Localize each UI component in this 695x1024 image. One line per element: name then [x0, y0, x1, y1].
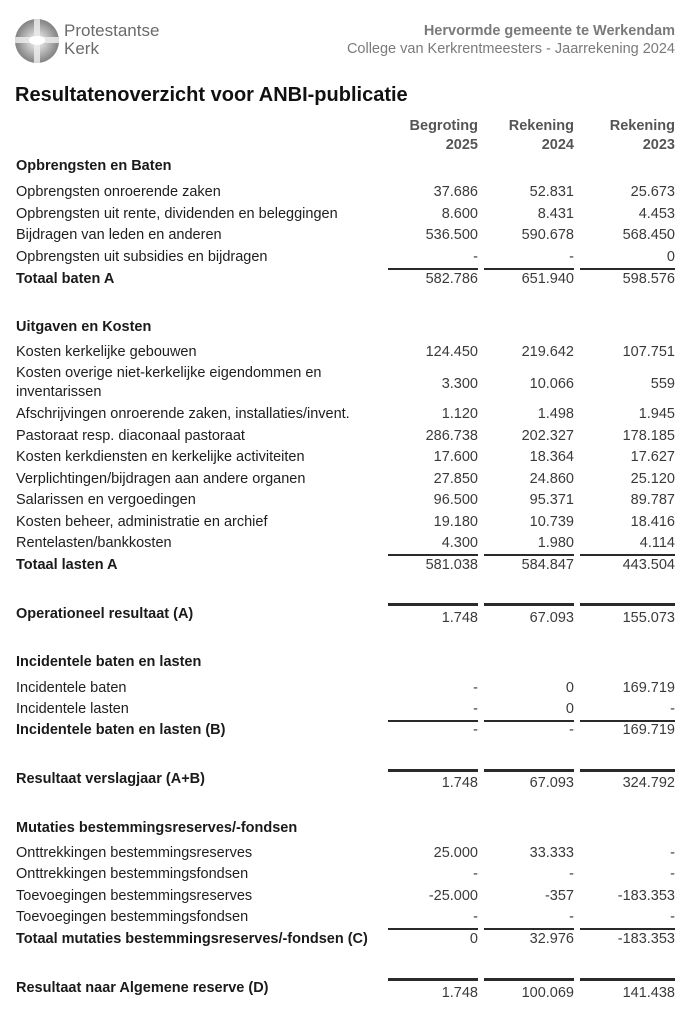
total-row-mutaties [0, 930, 695, 951]
value-rekening-2023: - [670, 909, 675, 925]
table-row [0, 226, 695, 247]
row-label: Totaal lasten A [16, 557, 118, 573]
value-begroting-2025: 286.738 [425, 428, 478, 444]
value-rekening-2024: 219.642 [521, 344, 574, 360]
row-label: Rentelasten/bankkosten [16, 535, 172, 551]
section-title: Incidentele baten en lasten [16, 654, 202, 670]
column-header-line2: 2025 [445, 137, 478, 153]
value-begroting-2025: 27.850 [433, 471, 478, 487]
value-begroting-2025: - [473, 909, 478, 925]
value-rekening-2023: 559 [650, 376, 675, 392]
value-rekening-2023: 0 [666, 249, 675, 265]
row-label: Kosten kerkelijke gebouwen [16, 344, 197, 360]
brand-line-1: Protestantse [64, 21, 160, 40]
value-begroting-2025: 8.600 [441, 206, 478, 222]
value-rekening-2024: 67.093 [529, 610, 574, 626]
row-label: Onttrekkingen bestemmingsreserves [16, 845, 253, 861]
value-rekening-2024: - [569, 866, 574, 882]
table-row [0, 364, 695, 404]
value-rekening-2023: 169.719 [622, 722, 675, 738]
table-row [0, 908, 695, 929]
organization-name: Hervormde gemeente te Werkendam [423, 23, 675, 39]
table-row [0, 470, 695, 491]
page-header [0, 0, 695, 80]
value-rekening-2023: 178.185 [622, 428, 675, 444]
value-rekening-2023: 443.504 [622, 557, 675, 573]
value-begroting-2025: -25.000 [428, 888, 478, 904]
result-row-operationeel [0, 605, 695, 626]
value-begroting-2025: 124.450 [425, 344, 478, 360]
value-begroting-2025: 19.180 [433, 514, 478, 530]
row-label: Verplichtingen/bijdragen aan andere organen [16, 471, 306, 487]
row-label: Resultaat naar Algemene reserve (D) [16, 980, 269, 996]
value-begroting-2025: - [473, 249, 478, 265]
value-rekening-2024: 67.093 [529, 775, 574, 791]
value-rekening-2023: - [670, 866, 675, 882]
row-label: Incidentele baten [16, 680, 127, 696]
value-begroting-2025: 3.300 [441, 376, 478, 392]
value-begroting-2025: 0 [469, 931, 478, 947]
column-header-rekening-2024 [484, 117, 574, 155]
value-rekening-2024: 1.498 [537, 406, 574, 422]
value-rekening-2024: 100.069 [521, 985, 574, 1001]
value-rekening-2023: 155.073 [622, 610, 675, 626]
value-rekening-2023: 141.438 [622, 985, 675, 1001]
value-begroting-2025: - [473, 722, 478, 738]
page-title: Resultatenoverzicht voor ANBI-publicatie [15, 84, 408, 106]
result-row-verslagjaar [0, 770, 695, 791]
value-rekening-2023: 17.627 [630, 449, 675, 465]
value-rekening-2024: - [569, 249, 574, 265]
value-begroting-2025: 37.686 [433, 184, 478, 200]
value-begroting-2025: 1.748 [441, 775, 478, 791]
value-rekening-2023: 324.792 [622, 775, 675, 791]
value-rekening-2023: -183.353 [617, 931, 675, 947]
row-label: Totaal mutaties bestemmingsreserves/-fondsen (C) [16, 931, 368, 947]
table-row [0, 679, 695, 700]
value-rekening-2023: 568.450 [622, 227, 675, 243]
value-rekening-2024: 18.364 [529, 449, 574, 465]
value-rekening-2024: 10.066 [529, 376, 574, 392]
value-rekening-2024: 10.739 [529, 514, 574, 530]
value-rekening-2024: 1.980 [537, 535, 574, 551]
row-label: Resultaat verslagjaar (A+B) [16, 771, 205, 787]
total-row-incidenteel [0, 721, 695, 742]
column-header-line1: Rekening [508, 118, 574, 134]
value-rekening-2023: 1.945 [638, 406, 675, 422]
row-label: Kosten overige niet-kerkelijke eigendommen en inventarissen [16, 365, 322, 400]
value-begroting-2025: - [473, 866, 478, 882]
table-row [0, 183, 695, 204]
value-begroting-2025: 536.500 [425, 227, 478, 243]
value-rekening-2024: 0 [565, 680, 574, 696]
value-rekening-2023: 107.751 [622, 344, 675, 360]
value-rekening-2023: - [670, 845, 675, 861]
section-heading-baten [0, 157, 695, 178]
protestantse-kerk-logo-icon [15, 19, 59, 63]
row-label: Kosten kerkdiensten en kerkelijke activiteiten [16, 449, 305, 465]
value-rekening-2024: 590.678 [521, 227, 574, 243]
row-label: Incidentele baten en lasten (B) [16, 722, 226, 738]
row-label: Kosten beheer, administratie en archief [16, 514, 268, 530]
organization-info [347, 22, 675, 58]
row-label: Toevoegingen bestemmingsreserves [16, 888, 253, 904]
row-label: Salarissen en vergoedingen [16, 492, 196, 508]
value-rekening-2024: 8.431 [537, 206, 574, 222]
row-label: Opbrengsten onroerende zaken [16, 184, 221, 200]
row-label: Opbrengsten uit rente, dividenden en beleggingen [16, 206, 338, 222]
value-begroting-2025: 25.000 [433, 845, 478, 861]
value-rekening-2023: - [670, 701, 675, 717]
table-row [0, 513, 695, 534]
value-rekening-2023: 25.673 [630, 184, 675, 200]
section-heading-mutaties [0, 819, 695, 840]
table-row [0, 405, 695, 426]
value-begroting-2025: 581.038 [425, 557, 478, 573]
value-rekening-2023: 18.416 [630, 514, 675, 530]
table-row [0, 887, 695, 908]
value-begroting-2025: 1.748 [441, 985, 478, 1001]
section-title: Opbrengsten en Baten [16, 158, 172, 174]
row-label: Pastoraat resp. diaconaal pastoraat [16, 428, 245, 444]
value-rekening-2024: 202.327 [521, 428, 574, 444]
value-begroting-2025: 96.500 [433, 492, 478, 508]
section-title: Mutaties bestemmingsreserves/-fondsen [16, 820, 298, 836]
column-header-rekening-2023 [580, 117, 675, 155]
table-row [0, 205, 695, 226]
row-label: Toevoegingen bestemmingsfondsen [16, 909, 249, 925]
column-header-line1: Begroting [409, 118, 478, 134]
organization-subtitle: College van Kerkrentmeesters - Jaarrekening 2024 [346, 41, 675, 57]
total-row-lasten [0, 556, 695, 577]
row-label: Opbrengsten uit subsidies en bijdragen [16, 249, 268, 265]
value-rekening-2024: 651.940 [521, 271, 574, 287]
value-rekening-2023: 4.114 [639, 535, 675, 551]
section-title: Uitgaven en Kosten [16, 319, 152, 335]
value-rekening-2023: 4.453 [638, 206, 675, 222]
value-begroting-2025: 17.600 [433, 449, 478, 465]
value-rekening-2023: 598.576 [622, 271, 675, 287]
value-rekening-2024: 584.847 [521, 557, 574, 573]
value-rekening-2024: -357 [544, 888, 574, 904]
value-rekening-2024: 33.333 [529, 845, 574, 861]
value-begroting-2025: 1.748 [441, 610, 478, 626]
value-rekening-2024: 24.860 [529, 471, 574, 487]
value-rekening-2024: - [569, 722, 574, 738]
value-rekening-2024: 52.831 [529, 184, 574, 200]
value-begroting-2025: 4.300 [441, 535, 478, 551]
row-label: Totaal baten A [16, 271, 115, 287]
value-rekening-2023: 169.719 [622, 680, 675, 696]
value-rekening-2024: 95.371 [529, 492, 574, 508]
column-header-begroting-2025 [388, 117, 478, 155]
row-label: Afschrijvingen onroerende zaken, installaties/invent. [16, 406, 350, 422]
column-header-line2: 2024 [541, 137, 574, 153]
table-row [0, 343, 695, 364]
column-header-line2: 2023 [642, 137, 675, 153]
section-heading-incidenteel [0, 653, 695, 674]
table-row [0, 491, 695, 512]
row-label: Operationeel resultaat (A) [16, 606, 194, 622]
table-row [0, 700, 695, 721]
brand-line-2: Kerk [64, 39, 99, 58]
value-rekening-2024: - [569, 909, 574, 925]
table-row [0, 844, 695, 865]
value-begroting-2025: 582.786 [425, 271, 478, 287]
value-rekening-2023: -183.353 [617, 888, 675, 904]
value-rekening-2024: 0 [565, 701, 574, 717]
table-row [0, 865, 695, 886]
brand-name [64, 22, 159, 58]
row-label: Incidentele lasten [16, 701, 129, 717]
table-row [0, 534, 695, 555]
table-row [0, 248, 695, 269]
table-row [0, 427, 695, 448]
value-rekening-2023: 25.120 [630, 471, 675, 487]
value-rekening-2023: 89.787 [630, 492, 675, 508]
column-header-line1: Rekening [609, 118, 675, 134]
value-begroting-2025: - [473, 701, 478, 717]
total-row-baten [0, 270, 695, 291]
result-row-algemene-reserve [0, 979, 695, 1000]
row-label: Onttrekkingen bestemmingsfondsen [16, 866, 249, 882]
value-begroting-2025: - [473, 680, 478, 696]
value-rekening-2024: 32.976 [529, 931, 574, 947]
row-label: Bijdragen van leden en anderen [16, 227, 222, 243]
section-heading-lasten [0, 318, 695, 339]
value-begroting-2025: 1.120 [441, 406, 478, 422]
table-row [0, 448, 695, 469]
